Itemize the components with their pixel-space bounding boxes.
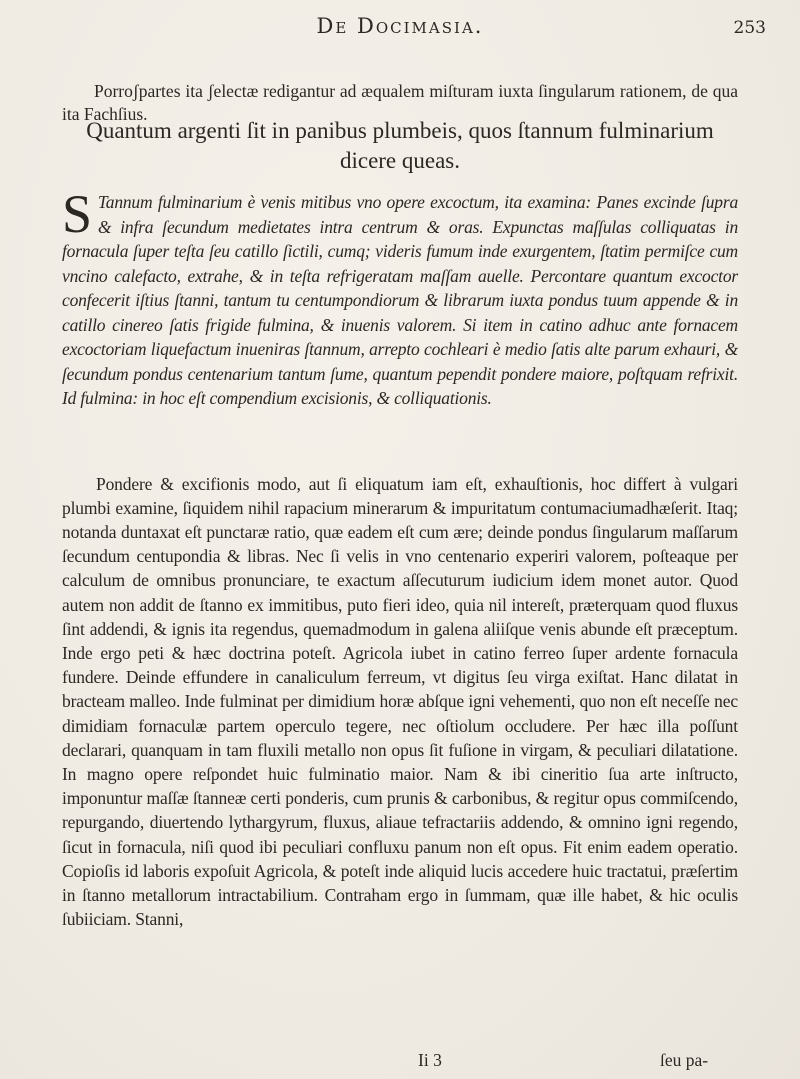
signature-mark: Ii 3: [418, 1050, 442, 1070]
italic-paragraph: [62, 184, 738, 411]
intro-paragraph: Porroʃpartes ita ʃelectæ redigantur ad æqualem miſturam iuxta ſingularum rationem, de qua ita Fachſius.: [62, 80, 738, 124]
section-heading: Quantum argenti ſit in panibus plumbeis, quos ſtannum fulminarium dicere queas.: [86, 118, 714, 173]
running-head: [0, 14, 800, 48]
italic-paragraph-text: Tannum fulminarium è venis mitibus vno opere excoctum, ita examina: Panes excinde ſupra & infra ſecundum medietates intra centrum & oras. Expunctas maſſulas colliquatas in fornacula ſuper teſta ſeu catillo ſictili, cumq; videris fumum inde exurgentem, ſtatim permiſce cum vncino calefacto, extrahe, & in teſta refrigeratam maſſam auelle. Percontare quantum excoctor confecerit iſtius ſtanni, tantum tu centumpondiorum & librarum iuxta pondus tuum appende & in catillo cinereo ſatis frigide fulmina, & inuenis valorem. Si item in catino adhuc ante fornacem excoctoriam liquefactum inueniras ſtannum, arrepto cochleari è medio ſatis alte parum exhauri, & ſecundum pondus centenarium tantum ſume, quantum pependit pondere maiore, poſtquam refrixit. Id fulmina: in hoc eſt compendium excisionis, & colliquationis.: [62, 192, 738, 408]
catchword: ſeu pa-: [660, 1050, 709, 1070]
page-number: 253: [733, 18, 766, 38]
drop-cap-initial: S: [62, 184, 92, 244]
body-paragraph: Pondere & excifionis modo, aut ſi eliquatum iam eſt, exhauſtionis, hoc differt à vulgari plumbi examine, ſiquidem nihil rapacium minerarum & impuritatum contumaciumadhæſerit. Itaq; notanda duntaxat eſt punctaræ ratio, quæ eadem eſt cum ære; deinde pondus ſingularum maſſarum ſecundum centupondia & libras. Nec ſi velis in vno centenario experiri valorem, poſteaque per calculum de omnibus pronunciare, te exactum aſſecuturum iudicium idem monet autor. Quod autem non addit de ſtanno ex immitibus, puto fieri ideo, quia nil intereſt, præterquam quod fluxus ſint addendi, & ignis ita regendus, quemadmodum in galena aliiſque venis abunde eſt præceptum. Inde ergo peti & hæc doctrina poteſt. Agricola iubet in catino ferreo ſuper ardente fornacula fundere. Deinde effundere in canaliculum ferreum, vt digitus ſeu virga exiſtat. Hanc dilatat in bracteam malleo. Inde fulminat per dimidium horæ abſque igni vehementi, quo non eſt neceſſe nec dimidiam fornaculæ partem operculo tegere, nec oſtiolum occludere. Per hæc illa poſſunt declarari, quanquam in tam fluxili metallo non opus ſit fuſione in virgam, & peculiari dilatatione. In magno opere reſpondet huic fulminatio maior. Nam & ibi cineritio ſua arte inſtructo, imponuntur maſſæ ſtanneæ certi ponderis, cum prunis & carbonibus, & regitur opus commiſcendo, repurgando, diuertendo lythargyrum, fluxus, aliaue tefractariis addendo, & omnino igni regendo, ſicut in fornacula, niſi quod ibi peculiari confluxu panum non eſt opus. Fit enim eadem operatio. Copioſis id laboris expoſuit Agricola, & poteſt inde aliquid lucis accedere huic tractatui, præſertim in ſtanno metallorum intractabilium. Contraham ergo in ſummam, quæ ille habet, & hic oculis ſubiiciam. Stanni,: [62, 473, 738, 930]
running-title: De Docimasia.: [316, 14, 484, 38]
page-footer: [0, 1050, 800, 1074]
